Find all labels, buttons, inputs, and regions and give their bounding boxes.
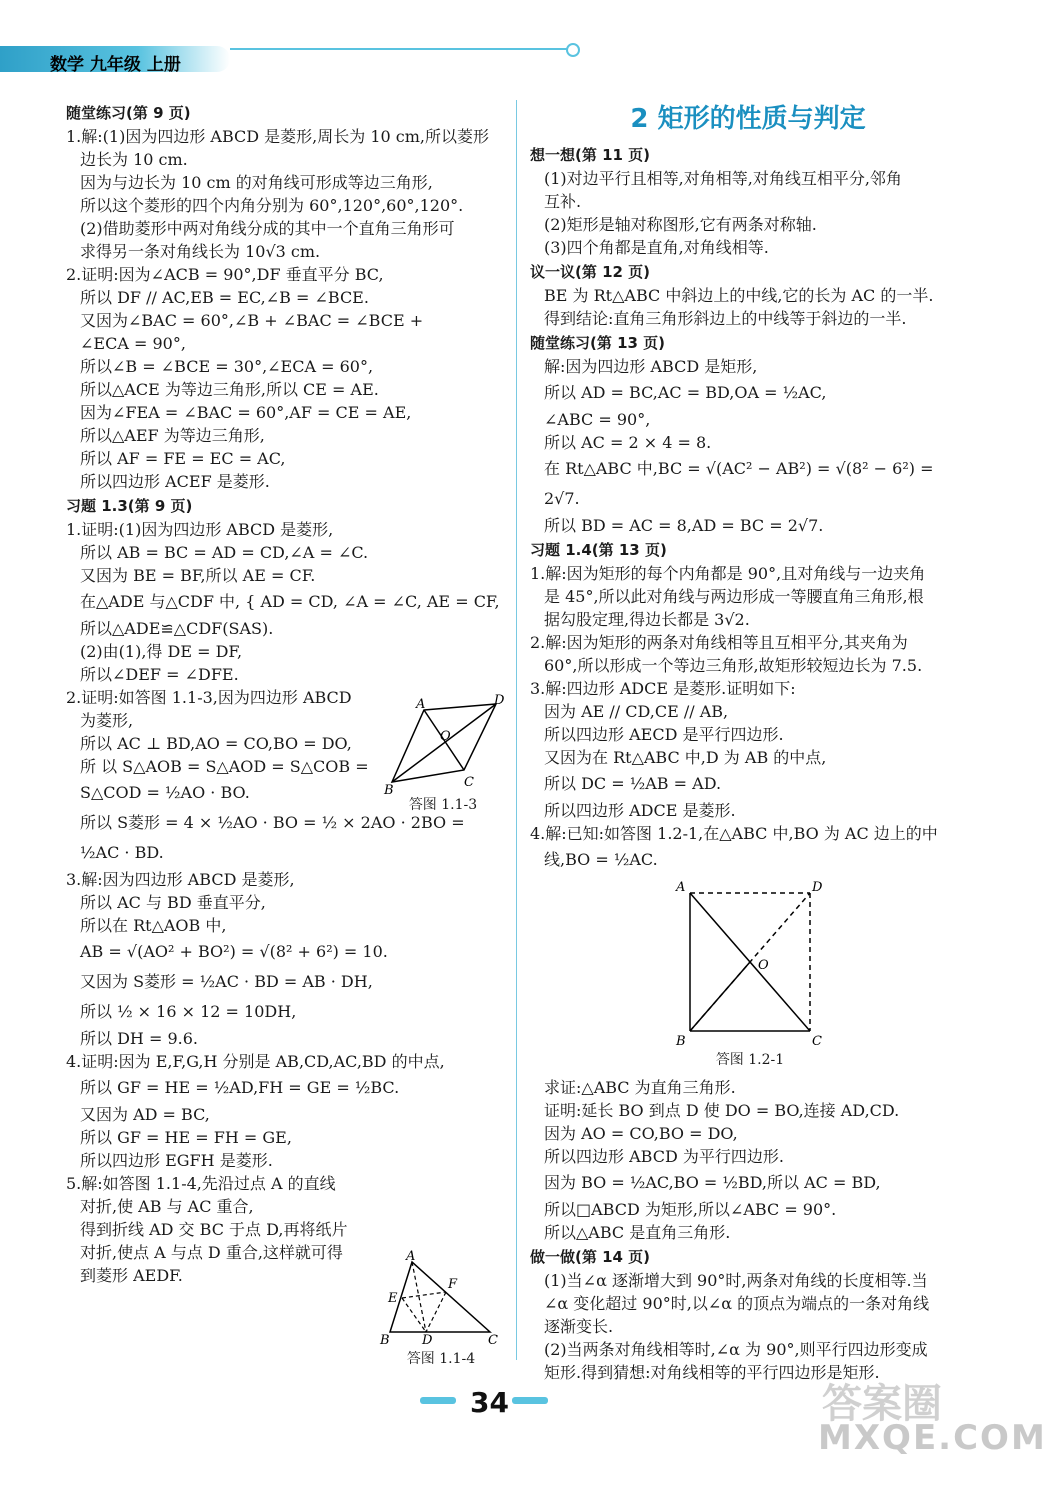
header-dot xyxy=(566,43,580,57)
rhombus-diagram xyxy=(378,693,508,798)
section-title: 2 矩形的性质与判定 xyxy=(630,104,866,134)
problem-line: 2.证明:因为∠ACB = 90°,DF 垂直平分 BC, xyxy=(66,265,384,284)
label-d: D xyxy=(422,1333,433,1348)
formula-line: 在 Rt△ABC 中,BC = √(AC² − AB²) = √(8² − 6²) = 2√7. xyxy=(544,459,939,508)
text-line: 所以四边形 EGFH 是菱形. xyxy=(80,1151,273,1170)
problem-line: 5.解:如答图 1.1-4,先沿过点 A 的直线 xyxy=(66,1174,336,1193)
formula-line: 所以 S菱形 = 4 × ½AO · BO = ½ × 2AO · 2BO = xyxy=(80,813,465,832)
section-heading: 习题 1.4(第 13 页) xyxy=(530,541,667,559)
text-line: 所以这个菱形的四个内角分别为 60°,120°,60°,120°. xyxy=(80,196,464,215)
label-a: A xyxy=(406,1249,416,1264)
text-line: 逐渐变长. xyxy=(544,1317,614,1336)
text-line: 所以 BD = AC = 8,AD = BC = 2√7. xyxy=(544,516,824,535)
formula-line: 所以 GF = HE = ½AD,FH = GE = ½BC. xyxy=(80,1078,400,1097)
page-number: 34 xyxy=(470,1386,509,1419)
text-line: 因为与边长为 10 cm 的对角线可形成等边三角形, xyxy=(80,173,433,192)
text-line: (2)由(1),得 DE = DF, xyxy=(80,642,243,661)
figure-1-1-4 xyxy=(376,1249,506,1368)
text-line: 所以四边形 AECD 是平行四边形. xyxy=(544,725,784,744)
right-block-1 xyxy=(530,144,966,875)
text-line: 所以△ABC 是直角三角形. xyxy=(544,1223,731,1242)
formula-line: 在△ADE 与△CDF 中, { AD = CD, ∠A = ∠C, AE = CF, xyxy=(80,592,500,611)
label-b: B xyxy=(384,783,394,798)
formula-line: 所以 DC = ½AB = AD. xyxy=(544,774,722,793)
figure-1-1-3 xyxy=(378,694,508,814)
label-e: E xyxy=(388,1291,398,1306)
text-line: 证明:延长 BO 到点 D 使 DO = BO,连接 AD,CD. xyxy=(544,1101,900,1120)
text-line: 求得另一条对角线长为 10√3 cm. xyxy=(80,242,321,261)
text-line: 对折,使点 A 与点 D 重合,这样就可得 xyxy=(80,1243,343,1262)
label-c: C xyxy=(464,775,474,790)
text-line: 所以 DF // AC,EB = EC,∠B = ∠BCE. xyxy=(80,288,369,307)
header-title: 数学 九年级 上册 xyxy=(50,55,181,75)
text-line: 又因为∠BAC = 60°,∠B + ∠BAC = ∠BCE + xyxy=(80,311,424,330)
watermark-url: MXQE.COM xyxy=(818,1418,1047,1458)
label-b: B xyxy=(380,1333,390,1348)
section-heading: 做一做(第 14 页) xyxy=(530,1248,651,1266)
text-line: 所以四边形 ADCE 是菱形. xyxy=(544,801,736,820)
label-d: D xyxy=(494,693,505,708)
problem-line: 1.解:因为矩形的每个内角都是 90°,且对角线与一边夹角 xyxy=(530,564,926,583)
section-heading: 习题 1.3(第 9 页) xyxy=(66,497,193,515)
label-c: C xyxy=(488,1333,498,1348)
right-column xyxy=(530,100,966,1384)
section-heading: 随堂练习(第 9 页) xyxy=(66,104,191,122)
text-line: (2)借助菱形中两对角线分成的其中一个直角三角形可 xyxy=(80,219,455,238)
text-line: 因为∠FEA = ∠BAC = 60°,AF = CE = AE, xyxy=(80,403,412,422)
triangle-fold-diagram xyxy=(376,1249,506,1348)
watermark-logo: 答案圈 xyxy=(822,1381,942,1427)
right-block-2 xyxy=(530,1076,966,1384)
formula-line: ½AC · BD. xyxy=(80,843,164,862)
text-line: 解:因为四边形 ABCD 是矩形, xyxy=(544,357,758,376)
section-heading: 随堂练习(第 13 页) xyxy=(530,334,666,352)
text-line: 所以△ACE 为等边三角形,所以 CE = AE. xyxy=(80,380,379,399)
text-line: 因为 AO = CO,BO = DO, xyxy=(544,1124,738,1143)
label-o: O xyxy=(440,729,451,744)
text-line: (2)矩形是轴对称图形,它有两条对称轴. xyxy=(544,215,817,234)
formula-line: 线,BO = ½AC. xyxy=(544,850,658,869)
text-line: 求证:△ABC 为直角三角形. xyxy=(544,1078,736,1097)
section-heading: 议一议(第 12 页) xyxy=(530,263,651,281)
text-line: 所以 AC 与 BD 垂直平分, xyxy=(80,893,266,912)
figure-caption: 答图 1.1-3 xyxy=(408,797,478,813)
figure-caption: 答图 1.1-4 xyxy=(406,1351,476,1367)
text-line: 所以在 Rt△AOB 中, xyxy=(80,916,227,935)
text-line: 60°,所以形成一个等边三角形,故矩形较短边长为 7.5. xyxy=(544,656,923,675)
text-line: (1)当∠α 逐渐增大到 90°时,两条对角线的长度相等.当 xyxy=(544,1271,928,1290)
label-c: C xyxy=(812,1034,822,1049)
problem-line: 1.证明:(1)因为四边形 ABCD 是菱形, xyxy=(66,520,334,539)
problem-line: 3.解:四边形 ADCE 是菱形.证明如下: xyxy=(530,679,796,698)
text-line: 得到折线 AD 交 BC 于点 D,再将纸片 xyxy=(80,1220,348,1239)
text-line: 所以四边形 ABCD 为平行四边形. xyxy=(544,1147,784,1166)
text-line: BE 为 Rt△ABC 中斜边上的中线,它的长为 AC 的一半. xyxy=(544,286,934,305)
text-line: 矩形.得到猜想:对角线相等的平行四边形是矩形. xyxy=(544,1363,880,1382)
problem-line: 4.解:已知:如答图 1.2-1,在△ABC 中,BO 为 AC 边上的中 xyxy=(530,824,938,843)
column-divider xyxy=(516,100,517,1360)
text-line: 所以 AB = BC = AD = CD,∠A = ∠C. xyxy=(80,543,369,562)
text-line: 所 以 S△AOB = S△AOD = S△COB = xyxy=(80,757,369,776)
label-b: B xyxy=(676,1034,686,1049)
label-f: F xyxy=(448,1277,458,1292)
text-line: 所以△AEF 为等边三角形, xyxy=(80,426,265,445)
text-line: 所以□ABCD 为矩形,所以∠ABC = 90°. xyxy=(544,1200,837,1219)
text-line: ∠ECA = 90°, xyxy=(80,334,186,353)
figure-1-2-1 xyxy=(670,879,830,1072)
text-line: 所以 GF = HE = FH = GE, xyxy=(80,1128,292,1147)
formula-line: 又因为 S菱形 = ½AC · BD = AB · DH, xyxy=(80,972,373,991)
problem-line: 2.解:因为矩形的两条对角线相等且互相平分,其夹角为 xyxy=(530,633,908,652)
problem-line: 4.证明:因为 E,F,G,H 分别是 AB,CD,AC,BD 的中点, xyxy=(66,1052,445,1071)
formula-line: S△COD = ½AO · BO. xyxy=(80,783,250,802)
text-line: 得到结论:直角三角形斜边上的中线等于斜边的一半. xyxy=(544,309,907,328)
page-number-deco-right xyxy=(512,1397,548,1404)
text-line: ∠ABC = 90°, xyxy=(544,410,651,429)
label-d: D xyxy=(812,880,823,895)
text-line: 又因为 BE = BF,所以 AE = CF. xyxy=(80,566,316,585)
label-a: A xyxy=(416,697,426,712)
text-line: 所以 AC ⊥ BD,AO = CO,BO = DO, xyxy=(80,734,352,753)
text-line: (2)当两条对角线相等时,∠α 为 90°,则平行四边形变成 xyxy=(544,1340,928,1359)
text-line: 所以 DH = 9.6. xyxy=(80,1029,198,1048)
text-line: 又因为在 Rt△ABC 中,D 为 AB 的中点, xyxy=(544,748,827,767)
formula-line: 所以 AD = BC,AC = BD,OA = ½AC, xyxy=(544,383,827,402)
text-line: 所以∠B = ∠BCE = 30°,∠ECA = 60°, xyxy=(80,357,374,376)
formula-line: 所以 ½ × 16 × 12 = 10DH, xyxy=(80,1002,297,1021)
text-line: 边长为 10 cm. xyxy=(80,150,188,169)
text-line: 所以 AC = 2 × 4 = 8. xyxy=(544,433,712,452)
figure-caption: 答图 1.2-1 xyxy=(715,1052,785,1068)
text-line: 又因为 AD = BC, xyxy=(80,1105,210,1124)
text-line: 所以四边形 ACEF 是菱形. xyxy=(80,472,270,491)
page-number-deco-left xyxy=(420,1397,456,1404)
label-a: A xyxy=(676,880,686,895)
header-rule xyxy=(230,48,570,50)
formula-line: AB = √(AO² + BO²) = √(8² + 6²) = 10. xyxy=(80,942,388,961)
text-line: 所以 AF = FE = EC = AC, xyxy=(80,449,286,468)
text-line: (3)四个角都是直角,对角线相等. xyxy=(544,238,769,257)
problem-line: 1.解:(1)因为四边形 ABCD 是菱形,周长为 10 cm,所以菱形 xyxy=(66,127,490,146)
text-line: ∠α 变化超过 90°时,以∠α 的顶点为端点的一条对角线 xyxy=(544,1294,930,1313)
label-o: O xyxy=(758,958,769,973)
problem-line: 3.解:因为四边形 ABCD 是菱形, xyxy=(66,870,295,889)
text-line: 是 45°,所以此对角线与两边形成一等腰直角三角形,根 xyxy=(544,587,924,606)
text-line: 据勾股定理,得边长都是 3√2. xyxy=(544,610,750,629)
text-line: 因为 AE // CD,CE // AB, xyxy=(544,702,729,721)
text-line: (1)对边平行且相等,对角相等,对角线互相平分,邻角 xyxy=(544,169,902,188)
text-line: 互补. xyxy=(544,192,582,211)
formula-line: 因为 BO = ½AC,BO = ½BD,所以 AC = BD, xyxy=(544,1173,881,1192)
text-line: 所以∠DEF = ∠DFE. xyxy=(80,665,239,684)
problem-line: 2.证明:如答图 1.1-3,因为四边形 ABCD xyxy=(66,688,352,707)
rectangle-diagram xyxy=(670,879,830,1049)
page-header xyxy=(0,36,600,76)
text-line: 到菱形 AEDF. xyxy=(80,1266,183,1285)
section-heading: 想一想(第 11 页) xyxy=(530,146,651,164)
text-line: 所以△ADE≌△CDF(SAS). xyxy=(80,619,274,638)
text-line: 为菱形, xyxy=(80,711,134,730)
text-line: 对折,使 AB 与 AC 重合, xyxy=(80,1197,254,1216)
